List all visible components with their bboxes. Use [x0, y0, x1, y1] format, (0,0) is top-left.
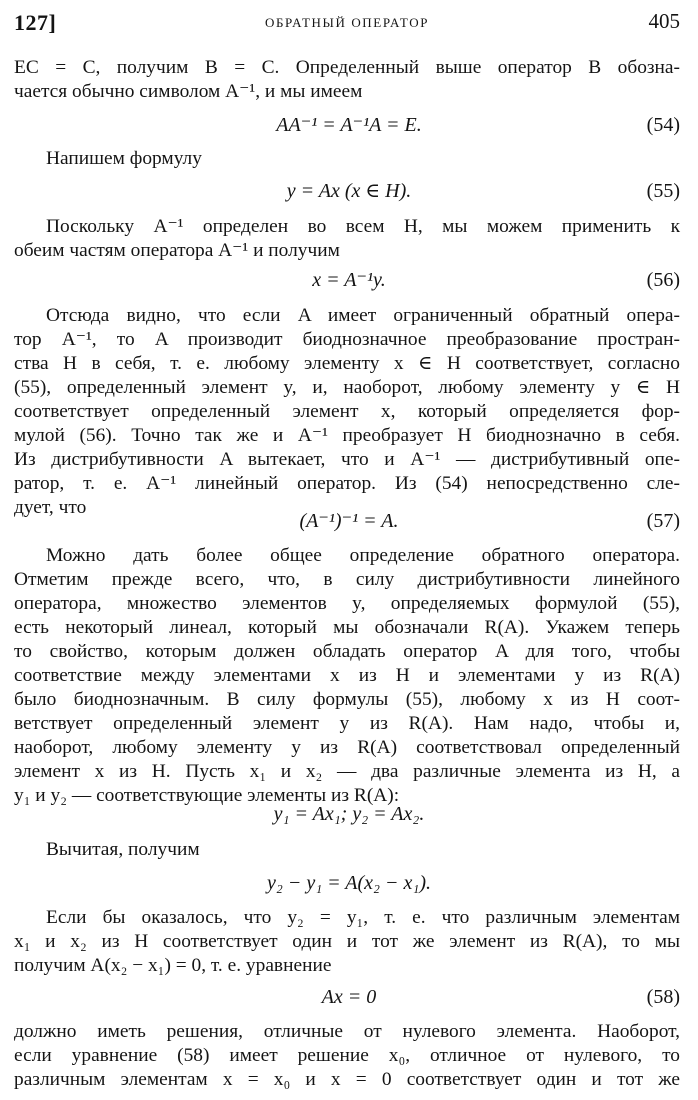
text-line: Вычитая, получим — [46, 839, 200, 860]
text-line: Поскольку A⁻¹ определен во всем H, мы можем применить к — [46, 216, 680, 237]
text-line: y₁ и y₂ — соответствующие элементы из R(A): — [14, 785, 400, 806]
equation-number: (55) — [646, 180, 680, 202]
text-line: Отметим прежде всего, что, в силу дистрибутивности линейного — [14, 569, 680, 590]
text-line: Напишем формулу — [46, 148, 202, 169]
text-line: EC = C, получим B = C. Определенный выше оператор B обозна- — [14, 57, 680, 78]
section-number: 127] — [14, 10, 57, 35]
text-line: соответствие между элементами x из H и элементами y из R(A) — [14, 665, 680, 686]
text-line: обеим частям оператора A⁻¹ и получим — [14, 240, 340, 261]
text-line: x₁ и x₂ из H соответствует один и тот же элемент из R(A), то мы — [14, 931, 680, 952]
equation-formula: Ax = 0 — [321, 986, 377, 1008]
equation-number: (56) — [646, 269, 680, 291]
text-line: наоборот, любому элементу y из R(A) соответствовал определенный — [14, 737, 680, 758]
text-line: ратор, т. е. A⁻¹ линейный оператор. Из (54) непосредственно сле- — [14, 473, 680, 494]
page-number: 405 — [648, 9, 680, 33]
text-line: мулой (56). Точно так же и A⁻¹ преобразует H биоднозначно в себя. — [14, 425, 680, 446]
text-line: есть некоторый линеал, который мы обозначали R(A). Укажем теперь — [14, 617, 680, 638]
equation-formula: x = A⁻¹y. — [312, 269, 386, 291]
equation-number: (58) — [646, 986, 680, 1008]
text-line: чается обычно символом A⁻¹, и мы имеем — [14, 81, 363, 102]
text-line: оператора, множество элементов y, определяемых формулой (55), — [14, 593, 680, 614]
text-line: должно иметь решения, отличные от нулевого элемента. Наоборот, — [14, 1021, 680, 1042]
text-line: ветствует определенный элемент y из R(A). Нам надо, чтобы и, — [14, 713, 680, 734]
text-line: различным элементам x = x₀ и x = 0 соответствует один и тот же — [14, 1069, 680, 1090]
text-line: было биоднозначным. В силу формулы (55), любому x из H соот- — [14, 689, 680, 710]
text-line: дует, что — [14, 497, 87, 518]
text-line: Из дистрибутивности A вытекает, что и A⁻¹ — дистрибутивный опе- — [14, 449, 680, 470]
equation-formula: y = Ax (x ∈ H). — [286, 180, 412, 202]
text-line: если уравнение (58) имеет решение x₀, отличное от нулевого, то — [14, 1045, 680, 1066]
text-line: Можно дать более общее определение обратного оператора. — [46, 545, 680, 566]
text-line: ства H в себя, т. е. любому элементу x ∈ H соответствует, согласно — [14, 353, 680, 374]
text-line: (55), определенный элемент y, и, наоборот, любому элементу y ∈ H — [14, 377, 680, 398]
equation-formula: y₂ − y₁ = A(x₂ − x₁). — [267, 872, 431, 894]
equation-formula: y₁ = Ax₁; y₂ = Ax₂. — [273, 803, 425, 825]
running-title: ОБРАТНЫЙ ОПЕРАТОР — [264, 15, 430, 30]
equation-formula: (A⁻¹)⁻¹ = A. — [299, 510, 399, 532]
running-header — [14, 6, 680, 36]
text-line: Если бы оказалось, что y₂ = y₁, т. е. что различным элементам — [46, 907, 680, 928]
text-line: получим A(x₂ − x₁) = 0, т. е. уравнение — [14, 955, 332, 976]
text-line: элемент x из H. Пусть x₁ и x₂ — два различные элемента из H, а — [14, 761, 680, 782]
equation-number: (57) — [646, 510, 680, 532]
text-line: тор A⁻¹, то A производит биоднозначное преобразование простран- — [14, 329, 680, 350]
equation-formula: AA⁻¹ = A⁻¹A = E. — [276, 114, 422, 136]
text-line: соответствует определенный элемент x, который определяется фор- — [14, 401, 680, 422]
text-line: Отсюда видно, что если A имеет ограниченный обратный опера- — [46, 305, 680, 326]
equation-number: (54) — [646, 114, 680, 136]
text-line: то свойство, которым должен обладать оператор A для того, чтобы — [14, 641, 680, 662]
